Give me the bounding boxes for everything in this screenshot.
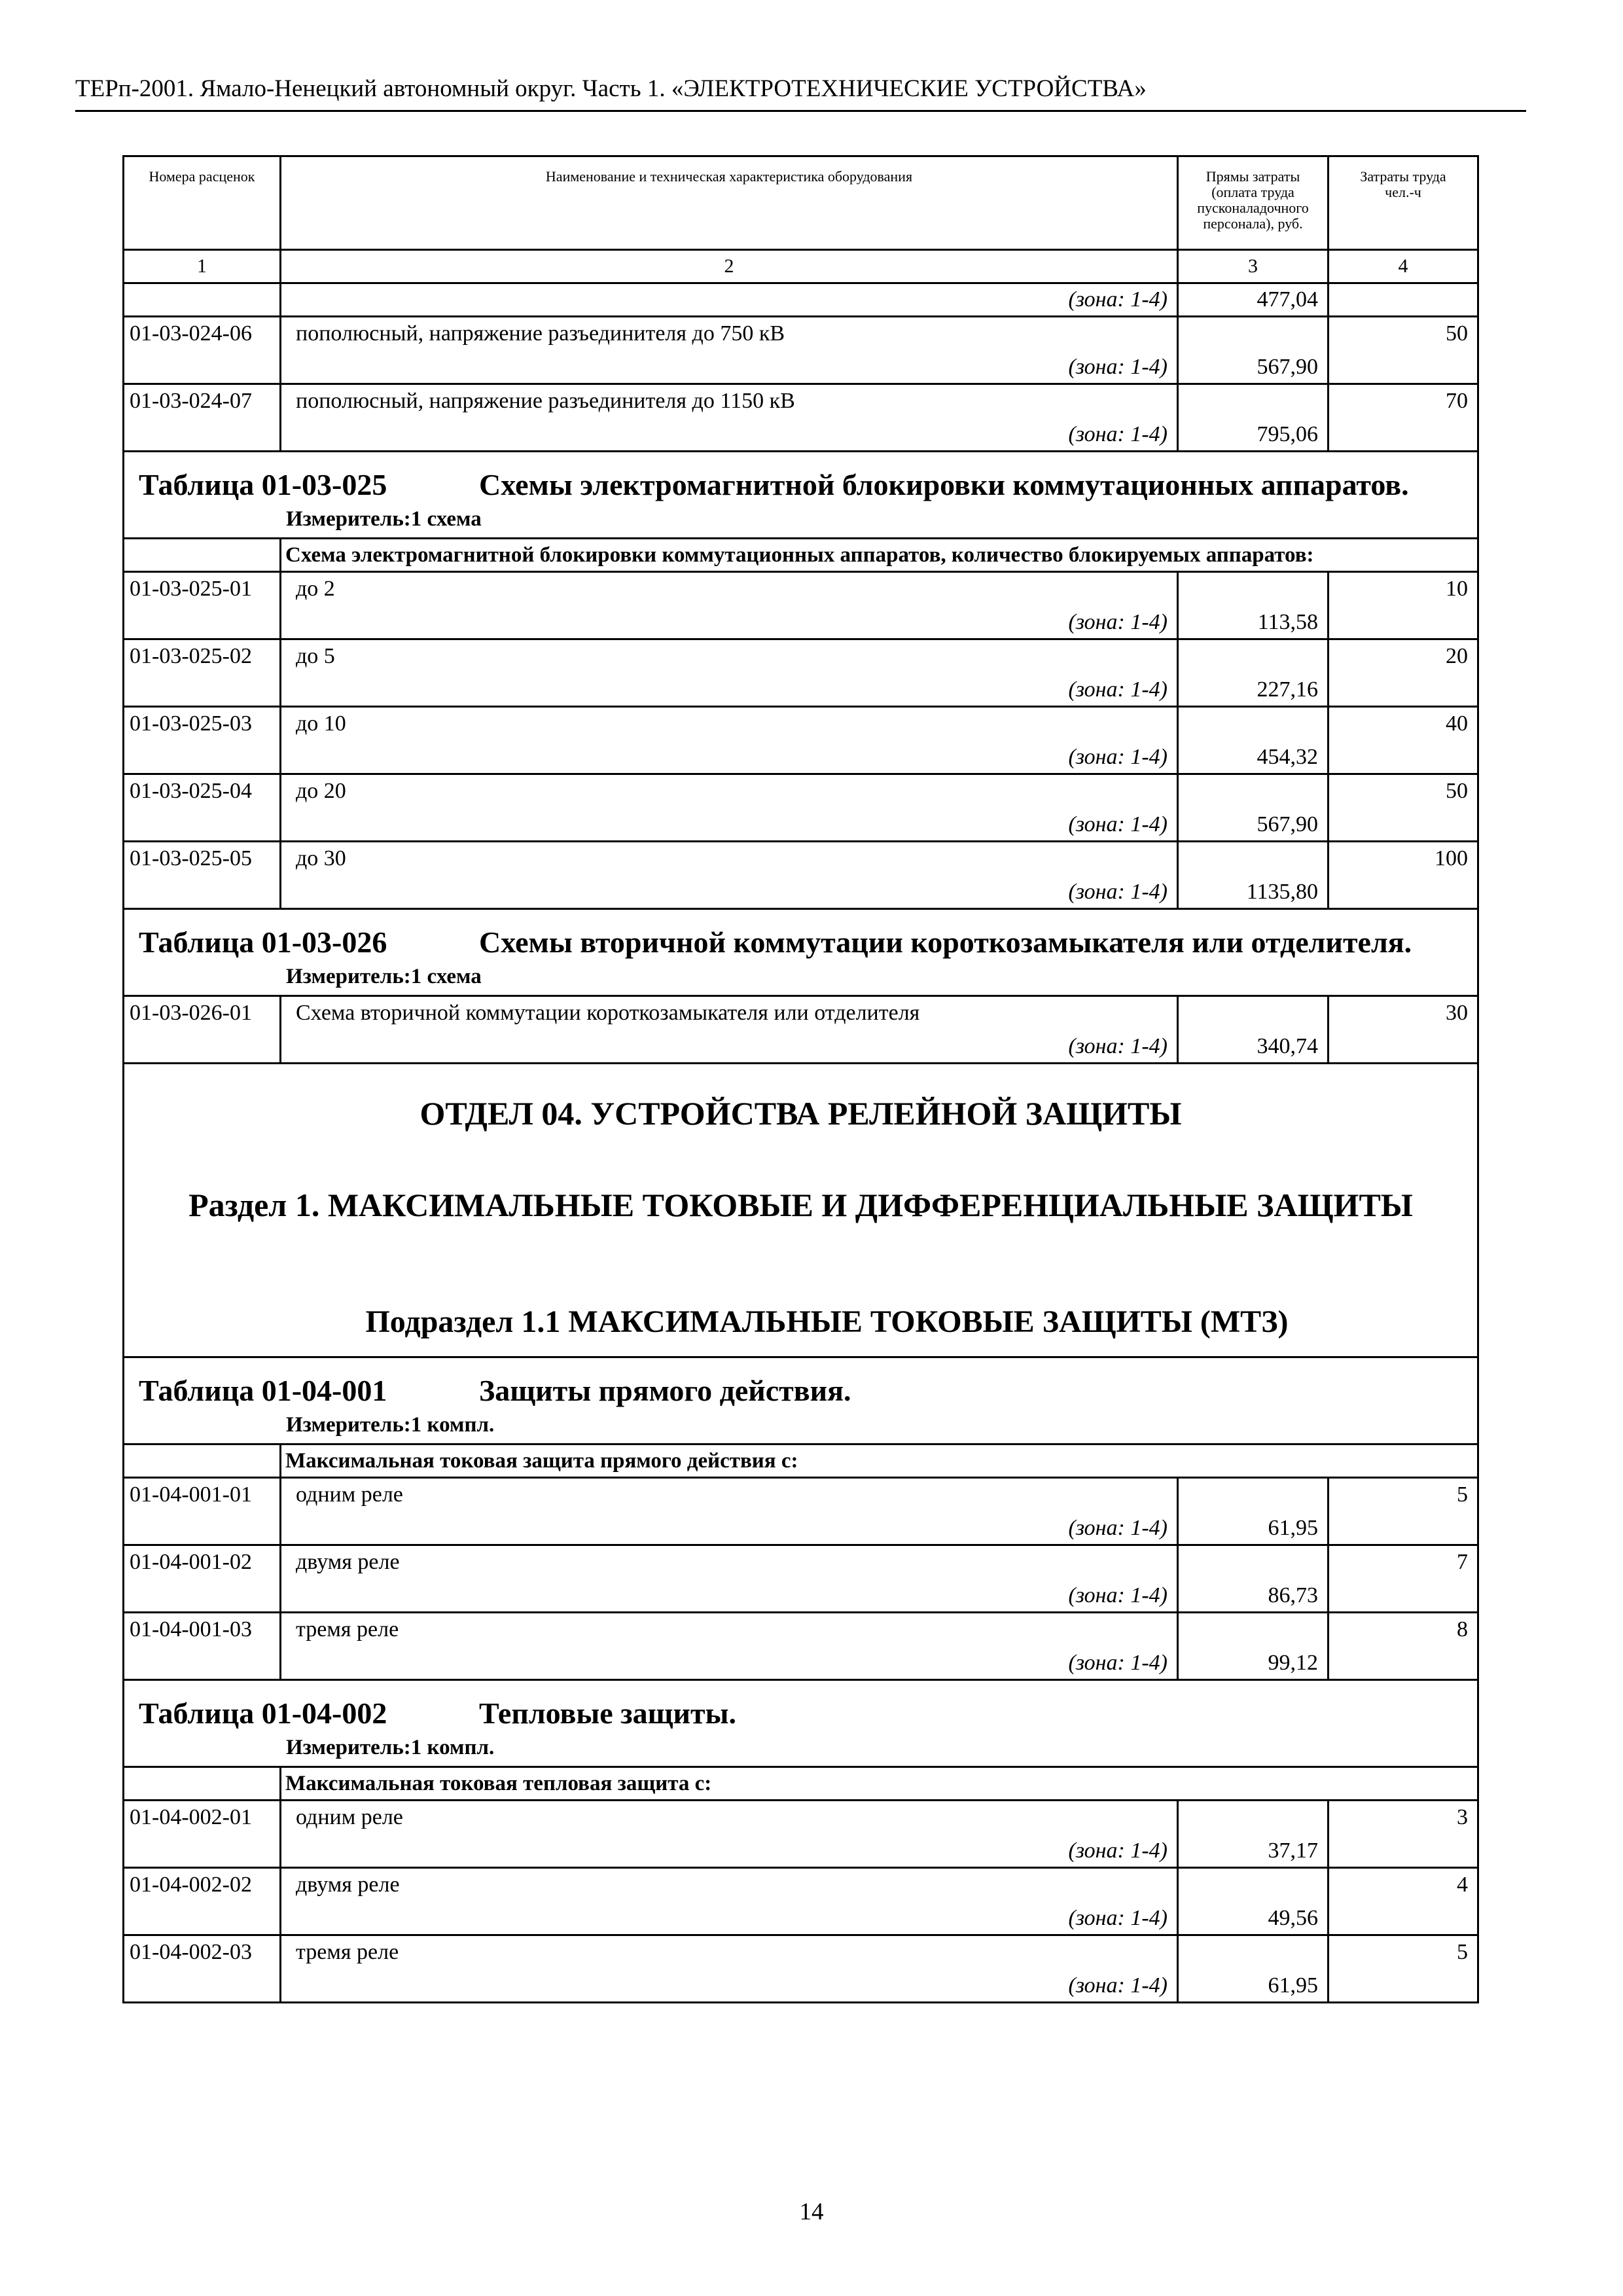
name-cell	[281, 639, 1178, 707]
item-name: до 30	[296, 846, 346, 870]
code-cell: 01-03-025-04	[124, 774, 281, 842]
price-cell: 567,90	[1178, 774, 1329, 842]
zone-label: (зона: 1-4)	[1068, 880, 1168, 904]
table-caption: Защиты прямого действия.	[479, 1374, 851, 1407]
table-title-cell	[124, 1357, 1478, 1444]
section-podrazdel-row	[124, 1278, 1478, 1357]
item-name: до 5	[296, 644, 335, 668]
table-row	[124, 639, 1478, 707]
section-razdel: Раздел 1. МАКСИМАЛЬНЫЕ ТОКОВЫЕ И ДИФФЕРЕНЦИАЛЬНЫЕ ЗАЩИТЫ	[124, 1166, 1478, 1278]
table-title-row	[124, 1680, 1478, 1767]
labor-cell: 40	[1329, 707, 1478, 774]
zone-label: (зона: 1-4)	[1068, 355, 1168, 379]
price-cell: 477,04	[1178, 283, 1329, 317]
table-row	[124, 996, 1478, 1064]
item-name: двумя реле	[296, 1550, 400, 1574]
zone-label: (зона: 1-4)	[1068, 1839, 1168, 1863]
page-header: ТЕРп-2001. Ямало-Ненецкий автономный округ. Часть 1. «ЭЛЕКТРОТЕХНИЧЕСКИЕ УСТРОЙСТВА»	[75, 73, 1526, 112]
zone-label: (зона: 1-4)	[1068, 1034, 1168, 1058]
labor-cell: 20	[1329, 639, 1478, 707]
table-title-cell	[124, 1680, 1478, 1767]
name-cell	[281, 1613, 1178, 1680]
code-cell: 01-03-024-06	[124, 317, 281, 384]
labor-cell: 5	[1329, 1478, 1478, 1545]
name-cell	[281, 317, 1178, 384]
continuation-row	[124, 283, 1478, 317]
labor-cell: 100	[1329, 842, 1478, 909]
item-name: пополюсный, напряжение разъединителя до 1150 кВ	[296, 389, 795, 413]
table-title-row	[124, 1357, 1478, 1444]
zone-label: (зона: 1-4)	[1068, 287, 1168, 312]
table-row	[124, 774, 1478, 842]
price-cell: 795,06	[1178, 384, 1329, 452]
price-table	[122, 155, 1479, 2003]
table-row	[124, 1613, 1478, 1680]
sub-spacer	[124, 1444, 281, 1478]
code-cell: 01-04-002-03	[124, 1935, 281, 2003]
table-caption: Схемы вторичной коммутации короткозамыкателя или отделителя.	[479, 925, 1412, 959]
page-number: 14	[799, 2198, 824, 2225]
table-row	[124, 707, 1478, 774]
labor-cell: 8	[1329, 1613, 1478, 1680]
measure-unit: Измеритель:1 схема	[286, 507, 482, 531]
price-cell: 227,16	[1178, 639, 1329, 707]
sub-spacer	[124, 1767, 281, 1801]
table-number: Таблица 01-03-025	[139, 468, 387, 501]
labor-cell: 5	[1329, 1935, 1478, 2003]
measure-unit: Измеритель:1 схема	[286, 965, 482, 988]
zone-label: (зона: 1-4)	[1068, 422, 1168, 446]
zone-label: (зона: 1-4)	[1068, 1973, 1168, 1998]
price-cell: 340,74	[1178, 996, 1329, 1064]
col-number: 1	[124, 250, 281, 283]
table-title	[124, 1681, 1477, 1731]
table-row	[124, 1545, 1478, 1613]
zone-label: (зона: 1-4)	[1068, 610, 1168, 634]
section-razdel-row	[124, 1166, 1478, 1278]
table-row	[124, 1801, 1478, 1868]
measure-unit: Измеритель:1 компл.	[286, 1736, 495, 1759]
subheading: Схема электромагнитной блокировки коммутационных аппаратов, количество блокируемых аппаратов:	[281, 539, 1478, 572]
table-caption: Тепловые защиты.	[479, 1696, 737, 1730]
zone-label: (зона: 1-4)	[1068, 1516, 1168, 1540]
table-number: Таблица 01-04-001	[139, 1374, 387, 1407]
name-cell	[281, 384, 1178, 452]
table-row	[124, 1868, 1478, 1935]
price-cell: 61,95	[1178, 1935, 1329, 2003]
col-header-name: Наименование и техническая характеристика оборудования	[281, 156, 1178, 250]
name-cell	[281, 707, 1178, 774]
item-name: Схема вторичной коммутации короткозамыкателя или отделителя	[296, 1001, 920, 1025]
col-header-labor: Затраты труда чел.-ч	[1329, 156, 1478, 250]
labor-cell: 10	[1329, 572, 1478, 639]
price-cell: 99,12	[1178, 1613, 1329, 1680]
item-name: тремя реле	[296, 1617, 399, 1641]
zone-label: (зона: 1-4)	[1068, 677, 1168, 702]
table-row	[124, 842, 1478, 909]
section-otdel: ОТДЕЛ 04. УСТРОЙСТВА РЕЛЕЙНОЙ ЗАЩИТЫ	[124, 1064, 1478, 1167]
item-name: одним реле	[296, 1482, 403, 1507]
col-header-codes: Номера расценок	[124, 156, 281, 250]
name-cell	[281, 283, 1178, 317]
labor-cell: 7	[1329, 1545, 1478, 1613]
table-title	[124, 910, 1477, 960]
code-cell: 01-04-001-01	[124, 1478, 281, 1545]
zone-label: (зона: 1-4)	[1068, 1906, 1168, 1930]
col-number: 4	[1329, 250, 1478, 283]
table-row	[124, 1478, 1478, 1545]
labor-cell: 30	[1329, 996, 1478, 1064]
table-title	[124, 1358, 1477, 1408]
zone-label: (зона: 1-4)	[1068, 745, 1168, 769]
table-row	[124, 572, 1478, 639]
section-podrazdel: Подраздел 1.1 МАКСИМАЛЬНЫЕ ТОКОВЫЕ ЗАЩИТЫ (МТЗ)	[124, 1278, 1478, 1357]
zone-label: (зона: 1-4)	[1068, 1651, 1168, 1675]
price-cell: 49,56	[1178, 1868, 1329, 1935]
subheading-row	[124, 1767, 1478, 1801]
measure-unit: Измеритель:1 компл.	[286, 1413, 495, 1437]
labor-cell	[1329, 283, 1478, 317]
price-cell: 454,32	[1178, 707, 1329, 774]
section-otdel-row	[124, 1064, 1478, 1167]
column-number-row	[124, 250, 1478, 283]
name-cell	[281, 996, 1178, 1064]
labor-cell: 3	[1329, 1801, 1478, 1868]
code-cell: 01-04-002-02	[124, 1868, 281, 1935]
code-cell: 01-04-001-03	[124, 1613, 281, 1680]
name-cell	[281, 1935, 1178, 2003]
subheading: Максимальная токовая тепловая защита с:	[281, 1767, 1478, 1801]
item-name: двумя реле	[296, 1873, 400, 1897]
labor-cell: 50	[1329, 317, 1478, 384]
zone-label: (зона: 1-4)	[1068, 812, 1168, 836]
name-cell	[281, 1868, 1178, 1935]
code-cell: 01-03-025-01	[124, 572, 281, 639]
table-title	[124, 452, 1477, 502]
item-name: тремя реле	[296, 1940, 399, 1964]
table-title-row	[124, 452, 1478, 539]
name-cell	[281, 842, 1178, 909]
name-cell	[281, 774, 1178, 842]
table-row	[124, 317, 1478, 384]
price-cell: 86,73	[1178, 1545, 1329, 1613]
table-header-row	[124, 156, 1478, 250]
code-cell: 01-04-001-02	[124, 1545, 281, 1613]
zone-label: (зона: 1-4)	[1068, 1583, 1168, 1607]
subheading-row	[124, 539, 1478, 572]
code-cell: 01-03-025-03	[124, 707, 281, 774]
price-cell: 113,58	[1178, 572, 1329, 639]
name-cell	[281, 1478, 1178, 1545]
code-cell: 01-03-025-05	[124, 842, 281, 909]
col-header-direct-costs: Прямы затраты (оплата труда пусконаладочного персонала), руб.	[1178, 156, 1329, 250]
price-cell: 567,90	[1178, 317, 1329, 384]
labor-cell: 50	[1329, 774, 1478, 842]
table-row	[124, 1935, 1478, 2003]
subheading: Максимальная токовая защита прямого действия с:	[281, 1444, 1478, 1478]
code-cell	[124, 283, 281, 317]
sub-spacer	[124, 539, 281, 572]
table-row	[124, 384, 1478, 452]
name-cell	[281, 572, 1178, 639]
item-name: до 20	[296, 779, 346, 803]
table-title-cell	[124, 452, 1478, 539]
table-caption: Схемы электромагнитной блокировки коммутационных аппаратов.	[479, 468, 1409, 501]
col-number: 2	[281, 250, 1178, 283]
code-cell: 01-03-025-02	[124, 639, 281, 707]
labor-cell: 4	[1329, 1868, 1478, 1935]
table-title-cell	[124, 909, 1478, 996]
table-number: Таблица 01-04-002	[139, 1696, 387, 1730]
price-cell: 1135,80	[1178, 842, 1329, 909]
code-cell: 01-04-002-01	[124, 1801, 281, 1868]
price-cell: 61,95	[1178, 1478, 1329, 1545]
item-name: одним реле	[296, 1805, 403, 1829]
table-title-row	[124, 909, 1478, 996]
code-cell: 01-03-024-07	[124, 384, 281, 452]
item-name: пополюсный, напряжение разъединителя до 750 кВ	[296, 321, 785, 346]
price-cell: 37,17	[1178, 1801, 1329, 1868]
code-cell: 01-03-026-01	[124, 996, 281, 1064]
labor-cell: 70	[1329, 384, 1478, 452]
subheading-row	[124, 1444, 1478, 1478]
item-name: до 2	[296, 577, 335, 601]
col-number: 3	[1178, 250, 1329, 283]
name-cell	[281, 1801, 1178, 1868]
table-number: Таблица 01-03-026	[139, 925, 387, 959]
name-cell	[281, 1545, 1178, 1613]
item-name: до 10	[296, 711, 346, 736]
